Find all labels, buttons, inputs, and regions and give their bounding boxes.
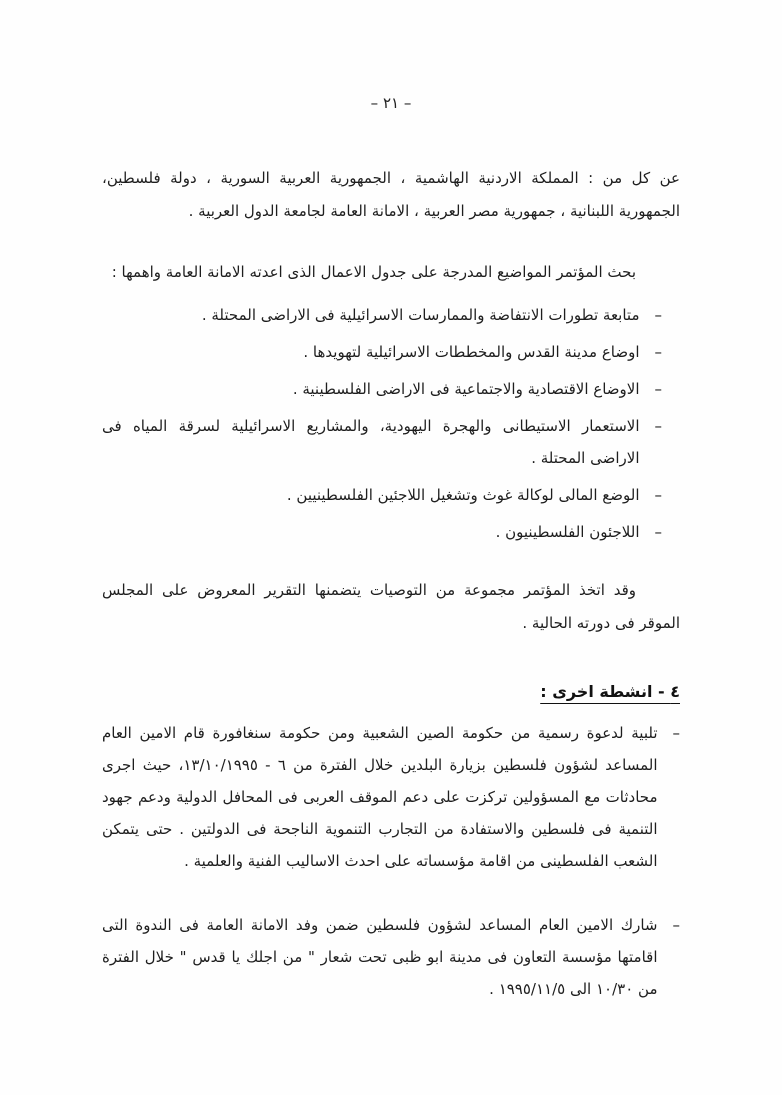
agenda-item (102, 299, 662, 331)
activities-list (102, 717, 680, 1005)
section-heading-other-activities: ٤ - انشطة اخرى : (540, 682, 680, 701)
agenda-list (102, 299, 680, 548)
agenda-item-text: الاستعمار الاستيطانى والهجرة اليهودية، والمشاريع الاسرائيلية لسرقة المياه فى الاراضى المحتلة . (102, 417, 640, 467)
agenda-item-text: اللاجئون الفلسطينيون . (495, 523, 640, 541)
dash-marker: – (654, 486, 662, 504)
dash-marker: – (654, 343, 662, 361)
agenda-item-text: متابعة تطورات الانتفاضة والممارسات الاسرائيلية فى الاراضى المحتلة . (201, 306, 640, 324)
dash-marker: – (654, 306, 662, 324)
dash-marker: – (672, 916, 680, 934)
agenda-item (102, 479, 662, 511)
agenda-item (102, 516, 662, 548)
dash-marker: – (654, 417, 662, 435)
agenda-item (102, 373, 662, 405)
paragraph-parties: عن كل من : المملكة الاردنية الهاشمية ، الجمهورية العربية السورية ، دولة فلسطين، الجمهورية اللبنانية ، جمهورية مصر العربية ، الامانة العامة لجامعة الدول العربية . (102, 169, 680, 220)
activity-item-text: شارك الامين العام المساعد لشؤون فلسطين ضمن وفد الامانة العامة فى الندوة التى اقامتها مؤسسة التعاون فى مدينة ابو ظبى تحت شعار " من اجلك يا قدس " خلال الفترة من ١٠/٣٠ الى ١٩٩٥/١١/٥ . (102, 916, 658, 998)
agenda-item (102, 336, 662, 368)
agenda-item (102, 410, 662, 474)
activity-item-text: تلبية لدعوة رسمية من حكومة الصين الشعبية ومن حكومة سنغافورة قام الامين العام المساعد لشؤون فلسطين بزيارة البلدين خلال الفترة من ٦ - ١٣/١٠/١٩٩٥، حيث اجرى محادثات مع المسؤولين تركزت على دعم الموقف العربى فى المحافل الدولية ودعم جهود التنمية فى فلسطين والاستفادة من التجارب التنموية الناجحة فى الدولتين . حتى يتمكن الشعب الفلسطينى من اقامة مؤسساته على احدث الاساليب الفنية والعلمية . (102, 724, 658, 870)
activity-item (102, 717, 680, 877)
activity-item (102, 909, 680, 1005)
page-number: – ٢١ – (370, 94, 412, 112)
agenda-item-text: الاوضاع الاقتصادية والاجتماعية فى الاراضى الفلسطينية . (292, 380, 640, 398)
dash-marker: – (672, 724, 680, 742)
agenda-item-text: اوضاع مدينة القدس والمخططات الاسرائيلية لتهويدها . (303, 343, 640, 361)
paragraph-conference-intro: بحث المؤتمر المواضيع المدرجة على جدول الاعمال الذى اعدته الامانة العامة واهمها : (111, 263, 636, 281)
dash-marker: – (654, 523, 662, 541)
dash-marker: – (654, 380, 662, 398)
agenda-item-text: الوضع المالى لوكالة غوث وتشغيل اللاجئين الفلسطينيين . (286, 486, 640, 504)
paragraph-recommendations: وقد اتخذ المؤتمر مجموعة من التوصيات يتضمنها التقرير المعروض على المجلس الموقر فى دورته الحالية . (102, 581, 680, 632)
